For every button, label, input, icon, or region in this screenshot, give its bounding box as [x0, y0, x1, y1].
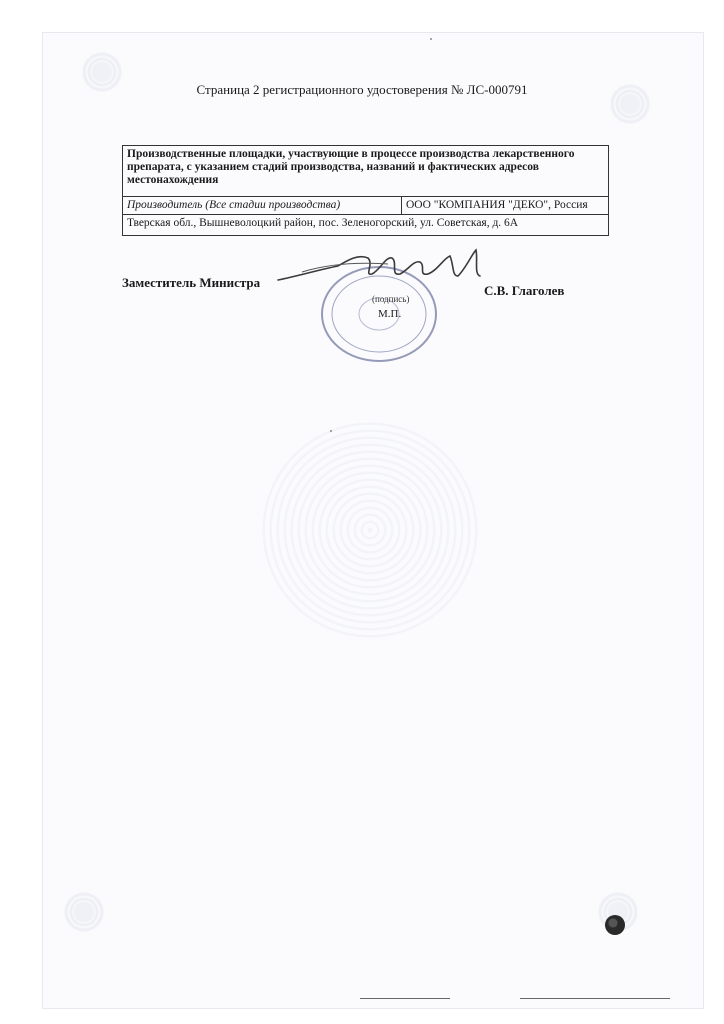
signature-caption: (подпись): [372, 294, 410, 304]
production-sites-table: [122, 145, 609, 236]
scan-edge-line: [520, 998, 670, 999]
table-title: Производственные площадки, участвующие в процессе производства лекарственного препарата, с указанием стадий производства, названий и фактических адресов местонахождения: [123, 146, 609, 197]
punch-hole: [605, 915, 625, 935]
table-title-row: [123, 146, 609, 197]
handwritten-signature: [268, 246, 498, 290]
corner-rosette-bottom-left: [52, 880, 116, 944]
page-header: Страница 2 регистрационного удостоверения № ЛС-000791: [196, 82, 528, 97]
scan-speck: [330, 430, 332, 432]
background-guilloche: [260, 420, 480, 640]
address-row: [123, 215, 609, 236]
producer-label: Производитель (Все стадии производства): [123, 197, 402, 215]
scan-speck: [430, 38, 432, 40]
scan-edge-line: [360, 998, 450, 999]
signatory-name: С.В. Глаголев: [484, 283, 565, 298]
producer-row: [123, 197, 609, 215]
signatory-position: Заместитель Министра: [122, 275, 261, 290]
producer-value: ООО "КОМПАНИЯ "ДЕКО", Россия: [402, 197, 609, 215]
producer-address: Тверская обл., Вышневолоцкий район, пос. Зеленогорский, ул. Советская, д. 6А: [123, 215, 609, 236]
stamp-place-mark: М.П.: [378, 308, 402, 320]
